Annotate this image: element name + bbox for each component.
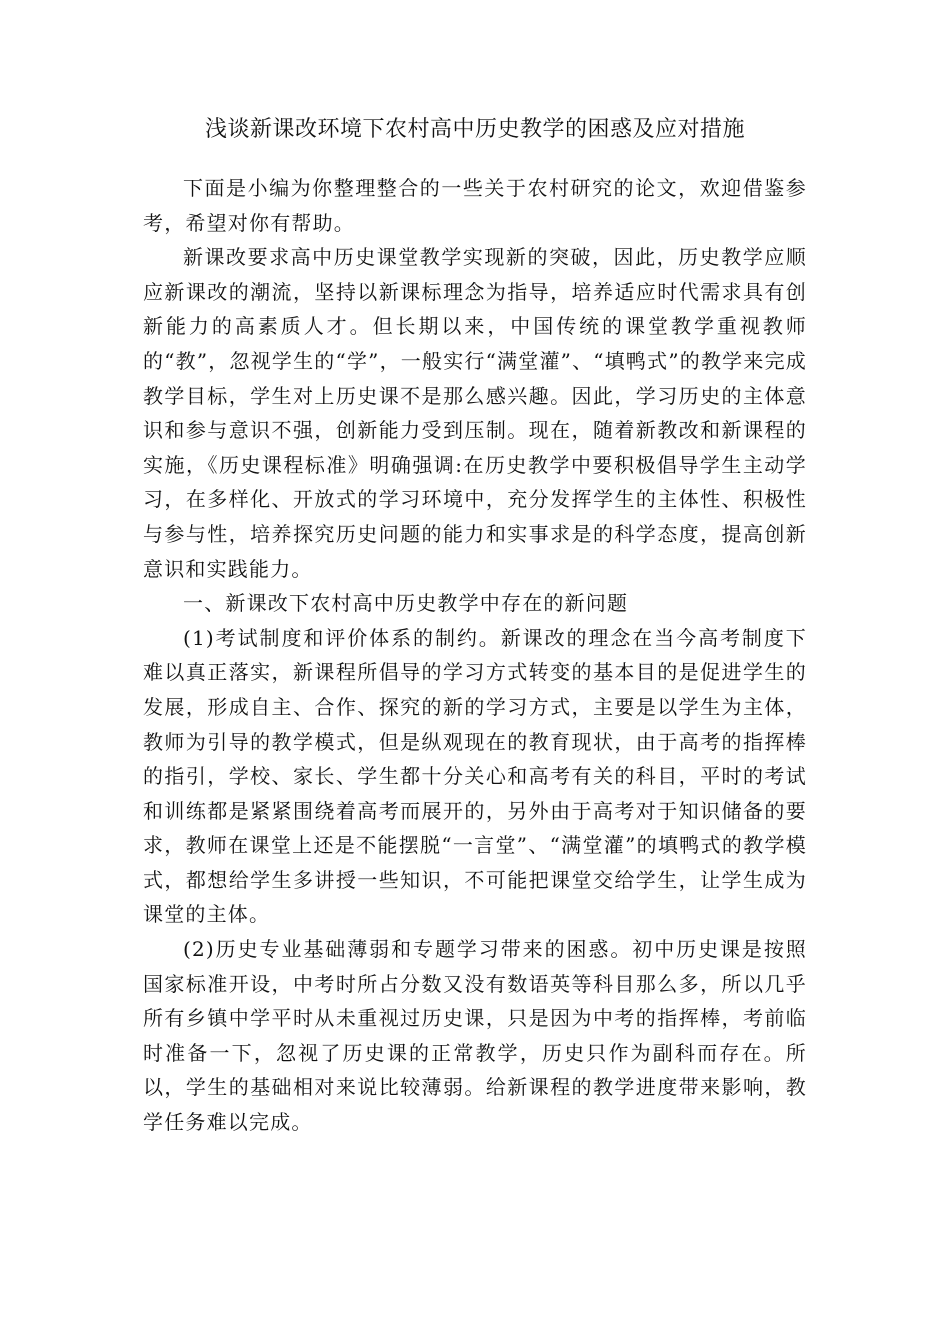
paragraph-intro: 下面是小编为你整理整合的一些关于农村研究的论文，欢迎借鉴参考，希望对你有帮助。 <box>143 176 807 235</box>
section-heading: 一、新课改下农村高中历史教学中存在的新问题 <box>183 591 629 616</box>
document-title: 浅谈新课改环境下农村高中历史教学的困惑及应对措施 <box>204 117 745 142</box>
paragraph-point-2: (2)历史专业基础薄弱和专题学习带来的困惑。初中历史课是按照国家标准开设，中考时所占分数又没有数语英等科目那么多，所以几乎所有乡镇中学平时从未重视过历史课，只是因为中考的指挥棒，考前临时准备一下，忽视了历史课的正常教学，历史只作为副科而存在。所以，学生的基础相对来说比较薄弱。给新课程的教学进度带来影响，教学任务难以完成。 <box>143 937 807 1135</box>
document-body <box>143 171 807 1140</box>
paragraph-point-1: (1)考试制度和评价体系的制约。新课改的理念在当今高考制度下难以真正落实，新课程所倡导的学习方式转变的基本目的是促进学生的发展，形成自主、合作、探究的新的学习方式，主要是以学生为主体，教师为引导的教学模式，但是纵观现在的教育现状，由于高考的指挥棒的指引，学校、家长、学生都十分关心和高考有关的科目，平时的考试和训练都是紧紧围绕着高考而展开的，另外由于高考对于知识储备的要求，教师在课堂上还是不能摆脱“一言堂”、“满堂灌”的填鸭式的教学模式，都想给学生多讲授一些知识，不可能把课堂交给学生，让学生成为课堂的主体。 <box>143 625 807 927</box>
paragraph-background: 新课改要求高中历史课堂教学实现新的突破，因此，历史教学应顺应新课改的潮流，坚持以新课标理念为指导，培养适应时代需求具有创新能力的高素质人才。但长期以来，中国传统的课堂教学重视教师的“教”，忽视学生的“学”，一般实行“满堂灌”、“填鸭式”的教学来完成教学目标，学生对上历史课不是那么感兴趣。因此，学习历史的主体意识和参与意识不强，创新能力受到压制。现在，随着新教改和新课程的实施，《历史课程标准》明确强调:在历史教学中要积极倡导学生主动学习，在多样化、开放式的学习环境中，充分发挥学生的主体性、积极性与参与性，培养探究历史问题的能力和实事求是的科学态度，提高创新意识和实践能力。 <box>143 245 807 581</box>
